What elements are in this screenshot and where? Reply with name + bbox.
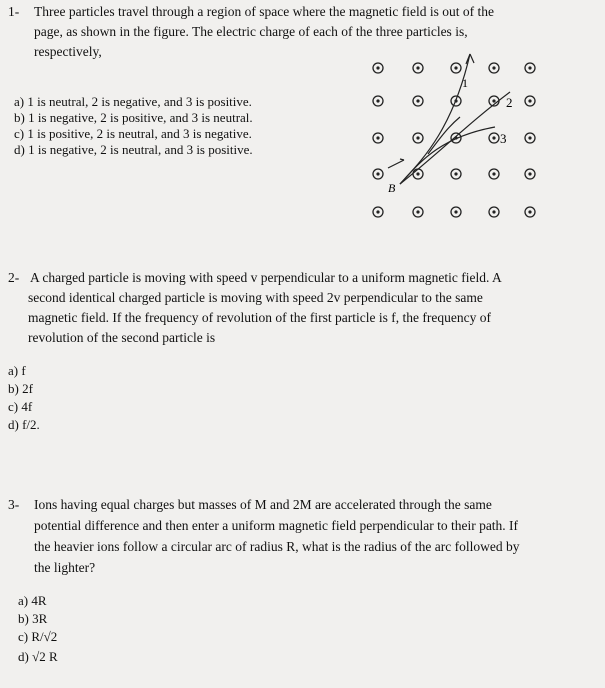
question-3-option-b[interactable]: b) 3R <box>18 611 48 626</box>
field-out-of-page-dot <box>525 96 535 106</box>
question-3-option-d[interactable]: d) √2 R <box>18 649 58 664</box>
question-1-line: respectively, <box>34 44 102 59</box>
question-3-number: 3- <box>8 497 20 512</box>
field-out-of-page-dot <box>373 63 383 73</box>
question-2-option-b[interactable]: b) 2f <box>8 381 33 396</box>
question-2-option-a[interactable]: a) f <box>8 363 26 378</box>
particle-1-arrow <box>470 54 474 63</box>
question-1-option-d[interactable]: d) 1 is negative, 2 is neutral, and 3 is positive. <box>14 142 253 157</box>
field-out-of-page-dot <box>489 133 499 143</box>
field-out-of-page-dot <box>451 207 461 217</box>
field-out-of-page-dot <box>489 169 499 179</box>
field-out-of-page-dot <box>373 133 383 143</box>
question-2-line: magnetic field. If the frequency of revolution of the first particle is f, the frequency of <box>28 310 491 325</box>
question-1-option-b[interactable]: b) 1 is negative, 2 is positive, and 3 is neutral. <box>14 110 253 125</box>
question-3-option-a[interactable]: a) 4R <box>18 593 47 608</box>
field-out-of-page-dot <box>525 169 535 179</box>
question-3-option-c[interactable]: c) R/√2 <box>18 629 58 644</box>
field-out-of-page-dot <box>525 207 535 217</box>
field-out-of-page-dot <box>451 63 461 73</box>
particle-1-label: 1 <box>462 76 468 90</box>
field-out-of-page-dot <box>525 133 535 143</box>
question-2-line: A charged particle is moving with speed v perpendicular to a uniform magnetic field. A <box>30 270 502 285</box>
particle-1-path <box>400 54 470 184</box>
question-2-line: revolution of the second particle is <box>28 330 216 345</box>
field-out-of-page-dot <box>373 169 383 179</box>
question-3-line: the lighter? <box>34 560 96 575</box>
particle-3-label: 3 <box>500 131 507 146</box>
question-1-line: page, as shown in the figure. The electric charge of each of the three particles is, <box>34 24 468 39</box>
question-2-number: 2- <box>8 270 20 285</box>
question-1-line: Three particles travel through a region of space where the magnetic field is out of the <box>34 4 494 19</box>
field-out-of-page-dot <box>489 207 499 217</box>
field-out-of-page-dot <box>413 96 423 106</box>
field-out-of-page-dot <box>413 207 423 217</box>
b-field-arrow <box>388 160 404 168</box>
field-out-of-page-dot <box>373 207 383 217</box>
question-3-line: the heavier ions follow a circular arc of radius R, what is the radius of the arc followed by <box>34 539 520 554</box>
field-out-of-page-dot <box>413 63 423 73</box>
question-1-option-c[interactable]: c) 1 is positive, 2 is neutral, and 3 is negative. <box>14 126 252 141</box>
field-out-of-page-dot <box>413 133 423 143</box>
magnetic-field-figure <box>360 52 560 227</box>
question-1-option-a[interactable]: a) 1 is neutral, 2 is negative, and 3 is positive. <box>14 94 252 109</box>
question-3-line: potential difference and then enter a uniform magnetic field perpendicular to their path. If <box>34 518 519 533</box>
particle-2-label: 2 <box>506 95 513 110</box>
field-out-of-page-dot <box>451 169 461 179</box>
magnetic-field-label: B <box>388 181 396 195</box>
field-out-of-page-dot <box>525 63 535 73</box>
question-3-line: Ions having equal charges but masses of M and 2M are accelerated through the same <box>34 497 492 512</box>
question-1-number: 1- <box>8 4 20 19</box>
field-out-of-page-dot <box>373 96 383 106</box>
particle-paths-curve <box>428 117 460 154</box>
question-2-option-d[interactable]: d) f/2. <box>8 417 40 432</box>
field-out-of-page-dot <box>489 63 499 73</box>
question-2-option-c[interactable]: c) 4f <box>8 399 33 414</box>
field-out-of-page-dot <box>413 169 423 179</box>
question-2-line: second identical charged particle is moving with speed 2v perpendicular to the same <box>28 290 483 305</box>
field-out-of-page-dot <box>451 133 461 143</box>
b-field-arrow-head <box>400 159 404 160</box>
